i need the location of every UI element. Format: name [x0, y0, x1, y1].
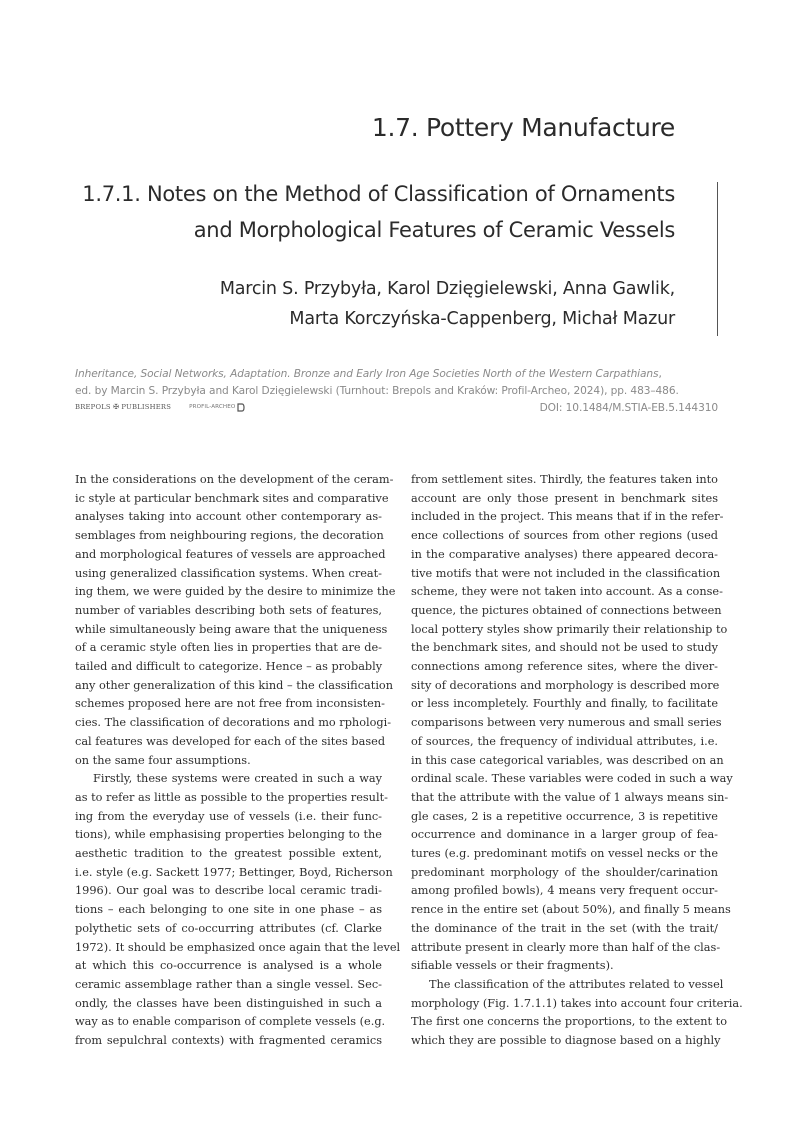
body-line: while simultaneously being aware that the uniqueness: [75, 622, 388, 636]
body-line: quence, the pictures obtained of connections between: [411, 603, 722, 617]
body-line: tions – each belonging to one site in one phase – as: [75, 903, 382, 917]
authors-line-1: Marcin S. Przybyła, Karol Dzięgielewski, Anna Gawlik,: [219, 279, 675, 299]
body-line: local pottery styles show primarily their relationship to: [411, 622, 728, 636]
body-line: tions), while emphasising properties belonging to the: [75, 828, 382, 842]
body-line: in the comparative analyses) there appeared decora-: [411, 547, 718, 561]
body-line: occurrence and dominance in a larger group of fea-: [411, 828, 718, 842]
body-line: from sepulchral contexts) with fragmented ceramics: [75, 1034, 382, 1048]
body-line: sity of decorations and morphology is described more: [411, 678, 720, 692]
body-line: as to refer as little as possible to the properties result-: [75, 790, 388, 804]
body-line: at which this co-occurrence is analysed is a whole: [75, 959, 382, 973]
body-line: polythetic sets of co-occurring attributes (cf. Clarke: [75, 921, 382, 935]
body-line: morphology (Fig. 1.7.1.1) takes into account four criteria.: [411, 996, 743, 1010]
body-line: any other generalization of this kind – the classification: [75, 678, 394, 692]
body-line: way as to enable comparison of complete vessels (e.g.: [75, 1015, 386, 1029]
body-line: ceramic assemblage rather than a single vessel. Sec-: [75, 977, 382, 991]
body-line: among profiled bowls), 4 means very frequent occur-: [411, 884, 718, 898]
body-line: ondly, the classes have been distinguished in such a: [75, 996, 382, 1010]
body-line: ordinal scale. These variables were coded in such a way: [411, 772, 733, 786]
body-line: using generalized classification systems. When creat-: [75, 566, 382, 580]
body-column-right: [411, 471, 743, 1051]
body-line: tailed and difficult to categorize. Hence – as probably: [75, 660, 383, 674]
body-line: In the considerations on the development of the ceram-: [75, 473, 394, 486]
body-line: semblages from neighbouring regions, the decoration: [75, 529, 384, 543]
body-column-left: [75, 471, 401, 1051]
body-line: tive motifs that were not included in the classification: [411, 566, 721, 580]
body-line: tures (e.g. predominant motifs on vessel necks or the: [411, 847, 718, 861]
body-line: of sources, the frequency of individual attributes, i.e.: [411, 734, 718, 748]
body-line: in this case categorical variables, was described on an: [411, 753, 724, 767]
profil-archeo-logo: [189, 403, 245, 412]
body-line: predominant morphology of the shoulder/carination: [411, 865, 718, 879]
body-line: included in the project. This means that if in the refer-: [411, 510, 724, 524]
brepols-logo: BREPOLS ✠ PUBLISHERS: [75, 403, 172, 411]
citation-book-title: Inheritance, Social Networks, Adaptation. Bronze and Early Iron Age Societies North of the Western Carpathians: [75, 368, 659, 380]
body-line: ic style at particular benchmark sites and comparative: [75, 491, 389, 505]
body-line: connections among reference sites, where the diver-: [411, 660, 718, 674]
body-line: from settlement sites. Thirdly, the features taken into: [411, 473, 718, 486]
body-line: aesthetic tradition to the greatest possible extent,: [75, 847, 382, 861]
section-title: [55, 176, 675, 248]
body-line: cies. The classification of decorations and mo rphologi-: [75, 716, 392, 730]
body-line: which they are possible to diagnose based on a highly: [411, 1034, 721, 1048]
citation-book-title-end: ,: [658, 368, 662, 380]
body-line: attribute present in clearly more than half of the clas-: [411, 940, 721, 954]
body-line: ing from the everyday use of vessels (i.e. their func-: [75, 809, 382, 823]
author-list: [55, 274, 675, 334]
body-line: sifiable vessels or their fragments).: [411, 959, 614, 973]
title-vertical-rule: [717, 182, 718, 336]
body-line: analyses taking into account other contemporary as-: [75, 510, 382, 524]
body-line: schemes proposed here are not free from inconsisten-: [75, 697, 385, 711]
body-line: scheme, they were not taken into account. As a conse-: [411, 585, 723, 599]
body-line: gle cases, 2 is a repetitive occurrence, 3 is repetitive: [411, 809, 718, 823]
body-line: the dominance of the trait in the set (with the trait/: [411, 921, 718, 935]
section-title-line-2: and Morphological Features of Ceramic Vessels: [193, 218, 675, 242]
body-line: The classification of the attributes related to vessel: [429, 977, 724, 991]
body-line: of a ceramic style often lies in properties that are de-: [75, 641, 382, 655]
body-line: ing them, we were guided by the desire to minimize the: [75, 585, 396, 599]
body-line: 1972). It should be emphasized once again that the level: [75, 940, 401, 954]
body-line: the benchmark sites, and should not be used to study: [411, 641, 718, 655]
body-line: number of variables describing both sets of features,: [75, 603, 382, 617]
body-line: that the attribute with the value of 1 always means sin-: [411, 790, 729, 804]
authors-line-2: Marta Korczyńska-Cappenberg, Michał Mazur: [289, 309, 675, 329]
profil-archeo-mark-icon: [237, 403, 245, 412]
body-line: or less incompletely. Fourthly and finally, to facilitate: [411, 697, 718, 711]
chapter-title: 1.7. Pottery Manufacture: [371, 113, 675, 142]
body-line: rence in the entire set (about 50%), and finally 5 means: [411, 903, 731, 917]
body-line: account are only those present in benchmark sites: [411, 491, 718, 505]
body-line: ence collections of sources from other regions (used: [411, 529, 718, 543]
profil-archeo-label: PROFIL-ARCHEO: [189, 404, 236, 410]
body-line: 1996). Our goal was to describe local ceramic tradi-: [75, 884, 382, 898]
citation-line-2: ed. by Marcin S. Przybyła and Karol Dzięgielewski (Turnhout: Brepols and Kraków: Profil-Archeo, 2024), pp. 483–486.: [75, 385, 679, 397]
body-line: cal features was developed for each of the sites based: [75, 734, 386, 748]
citation-line-1: [75, 366, 718, 383]
publisher-logos: [75, 401, 245, 413]
body-line: comparisons between very numerous and small series: [411, 716, 722, 730]
body-line: and morphological features of vessels are approached: [75, 547, 386, 561]
citation-doi: DOI: 10.1484/M.STIA-EB.5.144310: [539, 402, 718, 414]
section-title-line-1: 1.7.1. Notes on the Method of Classification of Ornaments: [82, 182, 675, 206]
body-line: i.e. style (e.g. Sackett 1977; Bettinger, Boyd, Richerson: [75, 865, 393, 879]
body-line: Firstly, these systems were created in such a way: [93, 772, 382, 786]
body-line: on the same four assumptions.: [75, 753, 251, 767]
body-line: The first one concerns the proportions, to the extent to: [411, 1015, 728, 1029]
